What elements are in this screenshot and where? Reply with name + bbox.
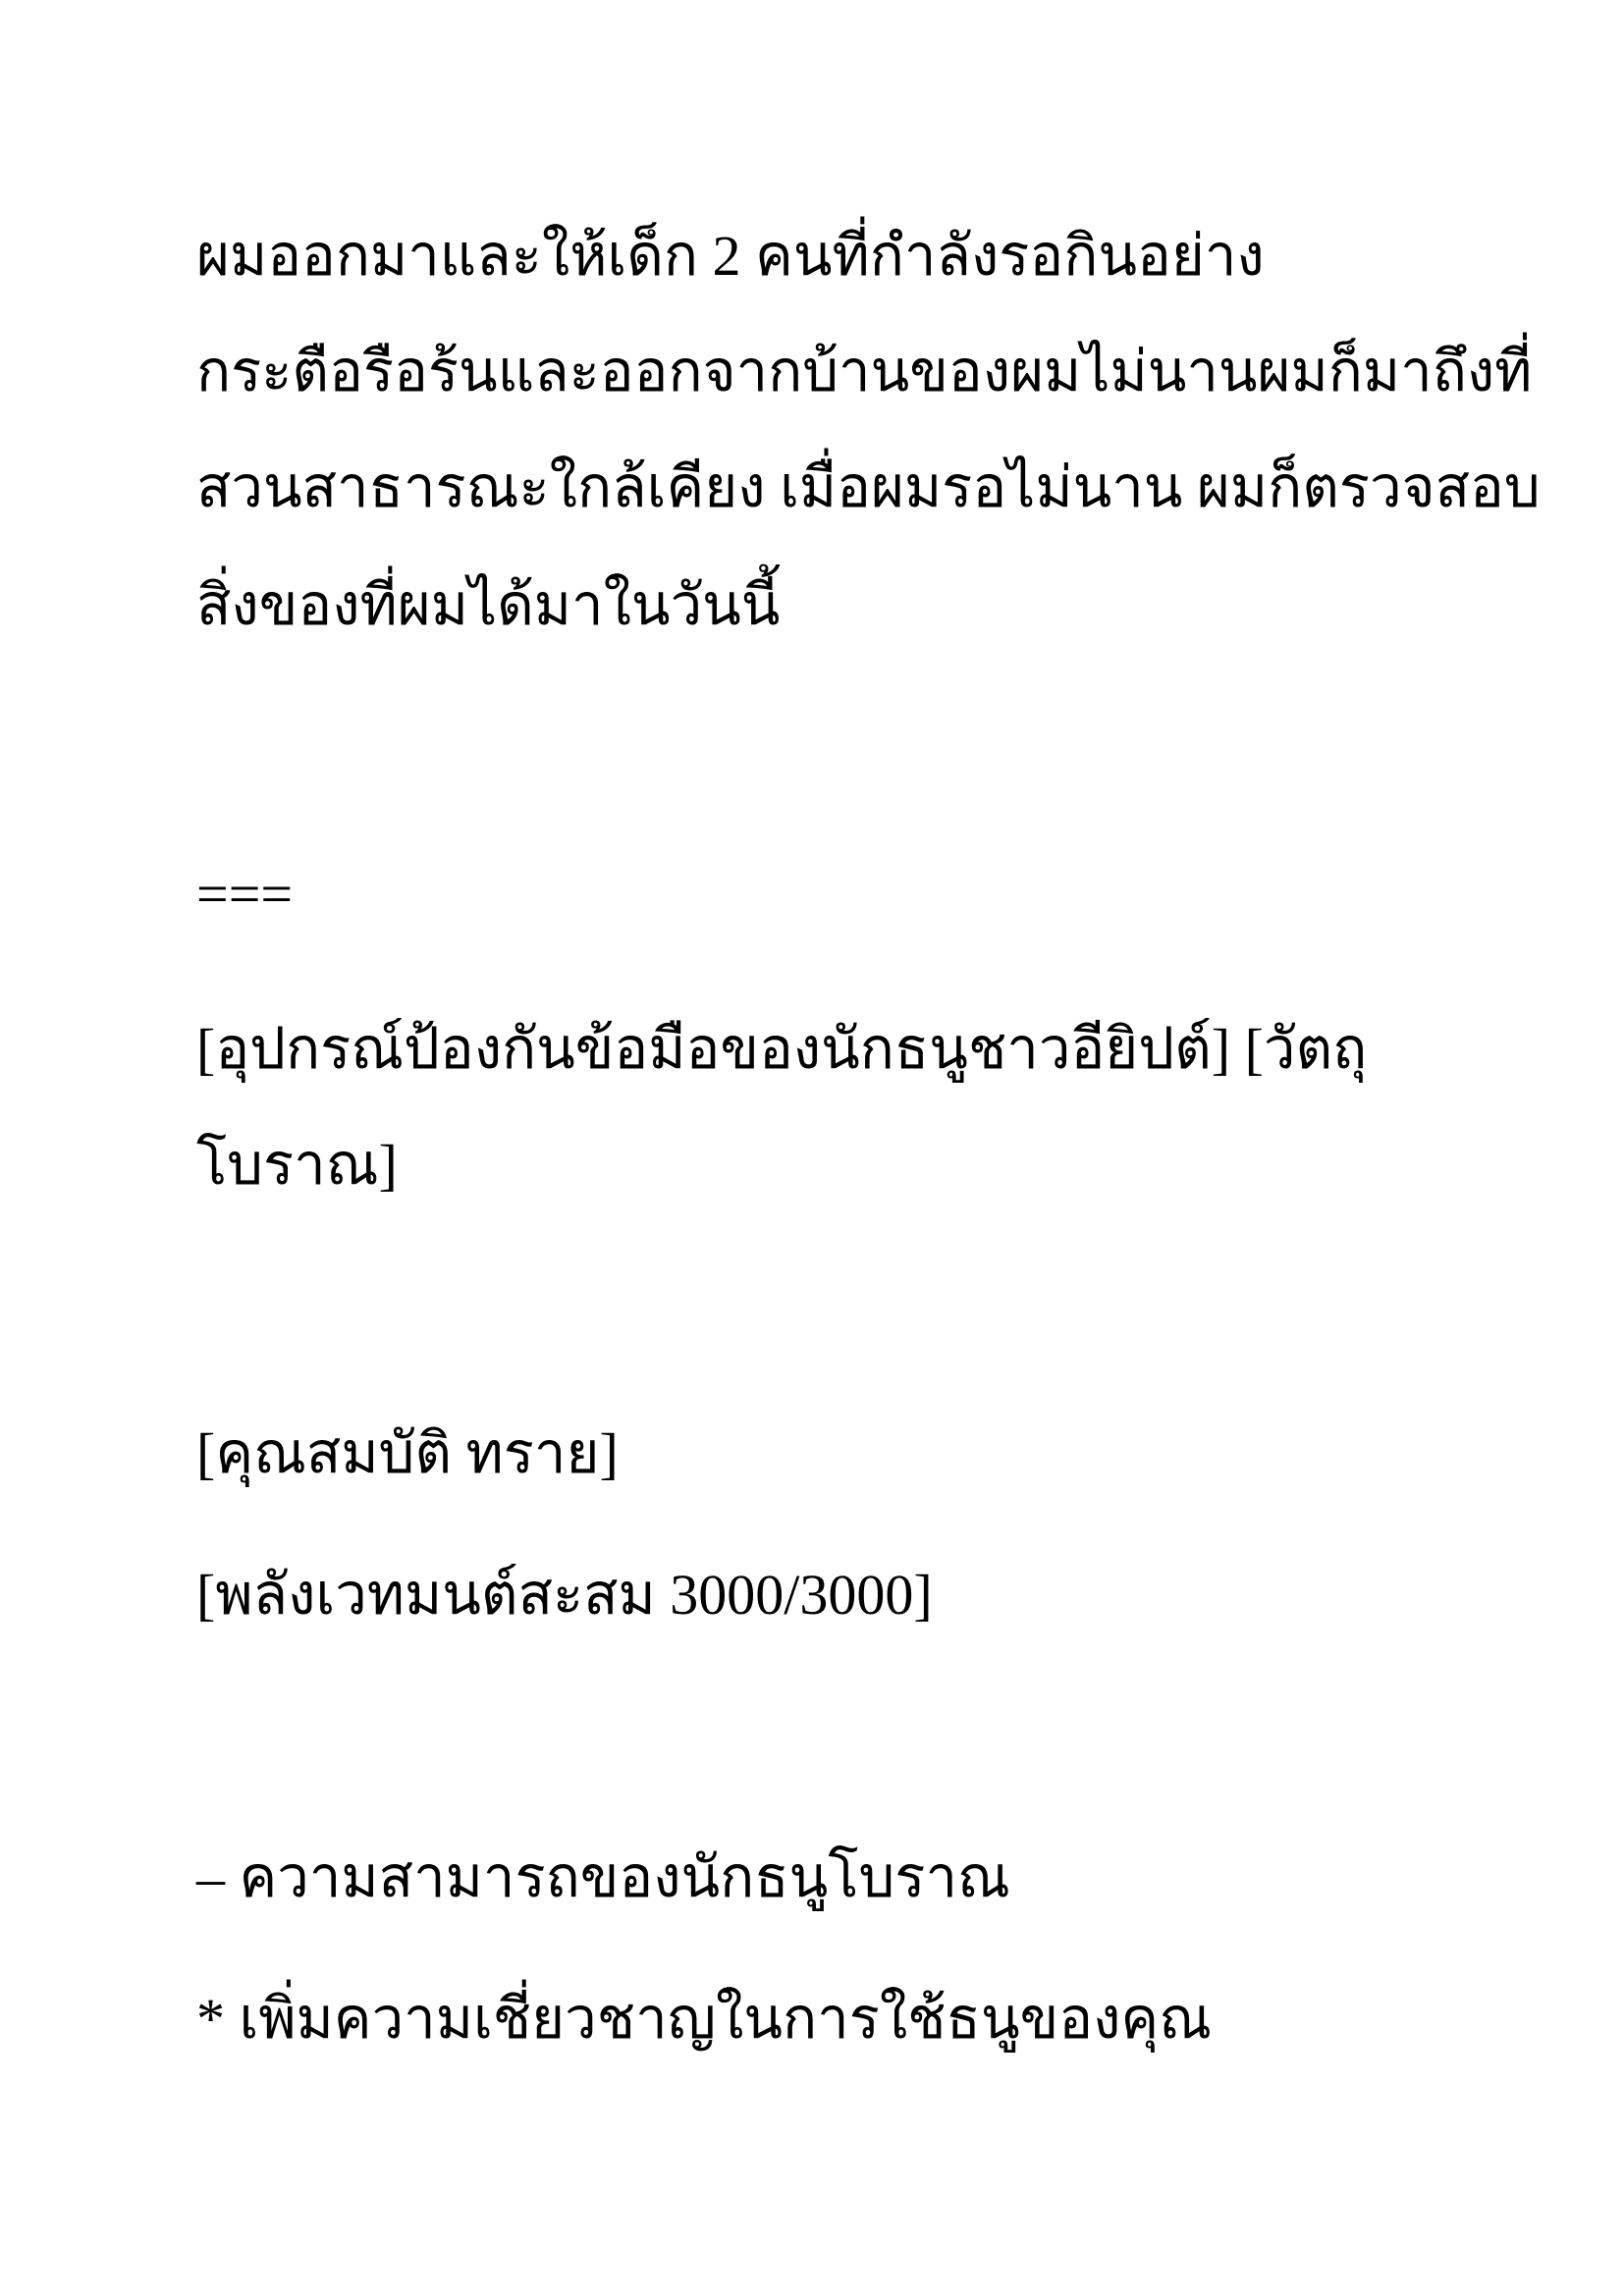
ability-title: – ความสามารถของนักธนูโบราณ: [196, 1845, 1010, 1909]
item-attribute: [คุณสมบัติ ทราย]: [196, 1421, 619, 1485]
paragraph-line-1: ผมออกมาและให้เด็ก 2 คนที่กำลังรอกินอย่าง: [196, 224, 1265, 288]
paragraph-line-2: กระตือรือร้นและออกจากบ้านของผมไม่นานผมก็มาถึงที่: [196, 340, 1533, 403]
item-name-line-2: โบราณ]: [196, 1133, 398, 1197]
paragraph-line-4: สิ่งของที่ผมได้มาในวันนี้: [196, 573, 781, 637]
item-mana: [พลังเวทมนต์สะสม 3000/3000]: [196, 1563, 933, 1627]
item-name-line-1: [อุปกรณ์ป้องกันข้อมือของนักธนูชาวอียิปต์] [วัตถุ: [196, 1017, 1368, 1081]
section-separator: ===: [196, 862, 294, 926]
paragraph-line-3: สวนสาธารณะใกล้เคียง เมื่อผมรอไม่นาน ผมก็ตรวจสอบ: [196, 455, 1541, 519]
ability-description: * เพิ่มความเชี่ยวชาญในการใช้ธนูของคุณ: [196, 1987, 1213, 2051]
